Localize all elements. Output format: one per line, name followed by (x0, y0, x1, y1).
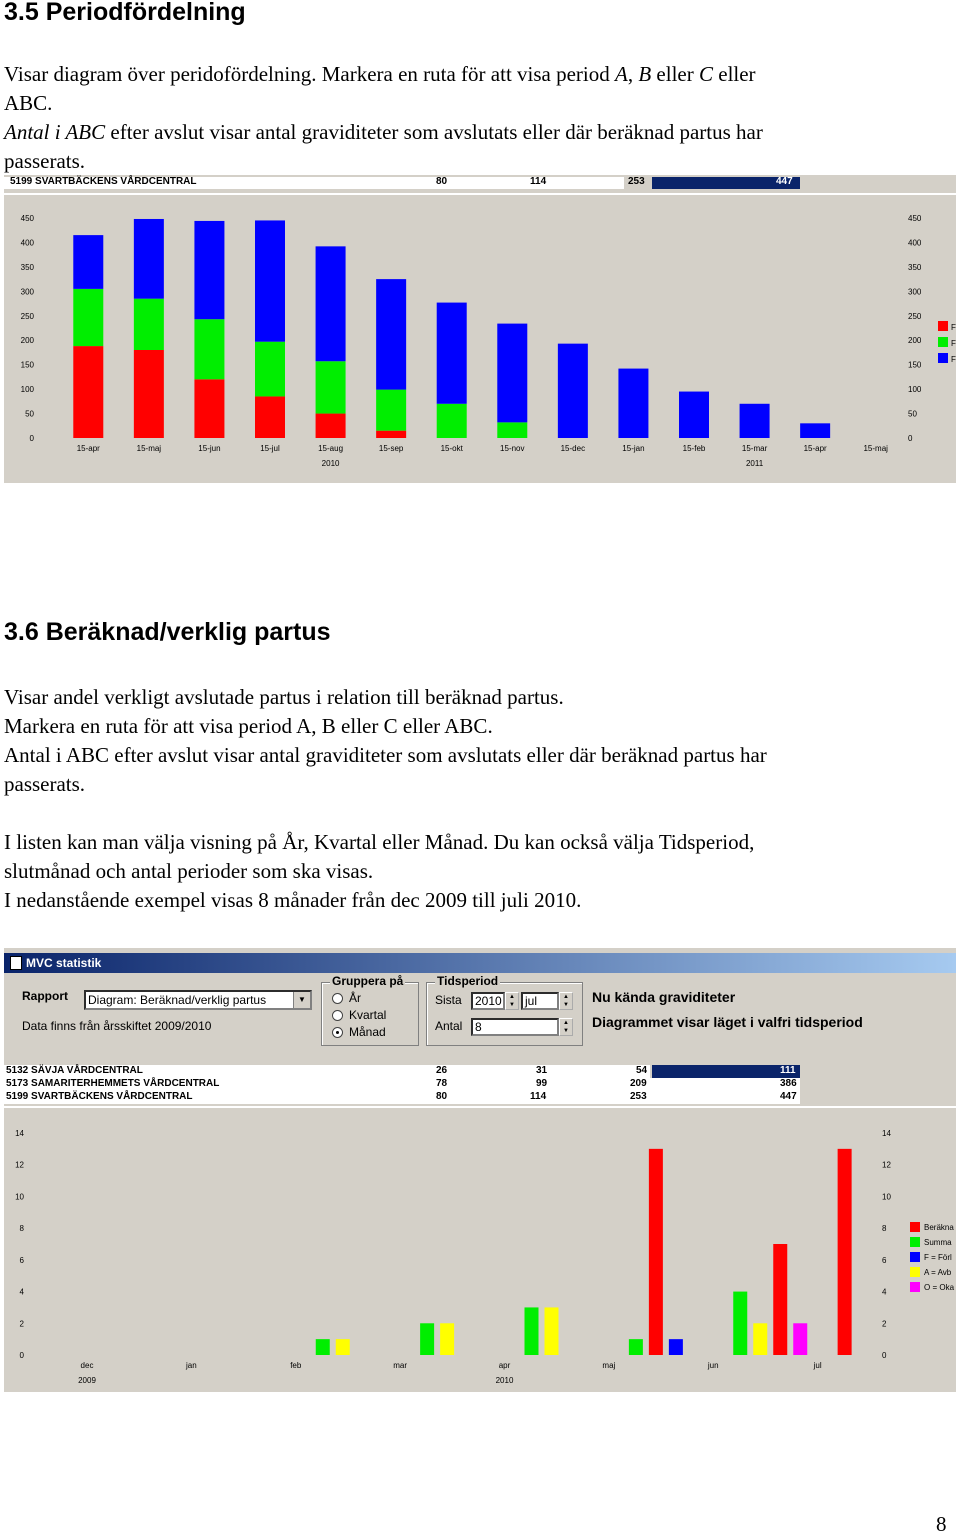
antal-spinner[interactable]: ▲ ▼ (559, 1018, 573, 1036)
y-tick-right: 100 (908, 385, 922, 395)
legend-label: F = Förl (924, 1253, 952, 1262)
x-tick-label: 15-mar (741, 444, 768, 453)
radio-month[interactable] (332, 1027, 343, 1038)
y-tick-left: 450 (20, 214, 34, 223)
y-tick-left: 12 (15, 1160, 24, 1170)
bar-aavb (545, 1307, 559, 1355)
window-title: MVC statistik (26, 956, 102, 970)
bar-segment (497, 324, 527, 423)
section-35-text-line1: Visar diagram över peridofördelning. Markera en ruta för att visa period A, B eller C eller (4, 62, 756, 86)
bar-segment (437, 404, 467, 438)
x-tick-label: 15-apr (76, 444, 100, 453)
chart1-row-c1: 80 (436, 176, 448, 187)
chart1-row-c3: 253 (628, 176, 645, 187)
x-tick-label: 15-nov (500, 444, 525, 453)
x-tick-label: 15-maj (136, 444, 162, 453)
legend-label: F (951, 339, 956, 348)
row-c1: 80 (436, 1091, 448, 1102)
section-35-heading: 3.5 Periodfördelning (4, 0, 246, 26)
legend-label: O = Oka (924, 1283, 955, 1292)
y-tick-left: 0 (29, 434, 34, 443)
info-known-pregnancies: Nu kända graviditeter (592, 989, 736, 1005)
y-tick-left: 300 (20, 287, 34, 297)
rapport-select[interactable] (84, 990, 312, 1010)
y-tick-right: 12 (882, 1160, 891, 1170)
x-tick-label: mar (393, 1361, 408, 1370)
radio-month-label: Månad (349, 1025, 386, 1039)
x-tick-label: 15-maj (863, 444, 888, 453)
section-35-text-line2: ABC. (4, 91, 53, 115)
y-tick-right: 50 (908, 409, 917, 419)
bar-segment (194, 379, 224, 438)
row-c3: 54 (636, 1065, 648, 1076)
year-label: 2010 (321, 459, 340, 468)
bar-segment (376, 431, 406, 438)
y-tick-left: 4 (19, 1287, 24, 1297)
bar-segment (73, 346, 103, 438)
bar-segment (437, 303, 467, 404)
legend-swatch (938, 337, 948, 347)
section-35-text-line3: Antal i ABC efter avslut visar antal graviditeter som avslutats eller där beräknad partus har (4, 120, 763, 144)
row-c4: 447 (780, 1091, 797, 1102)
legend-swatch (910, 1237, 920, 1247)
y-tick-right: 10 (882, 1192, 891, 1202)
bar-segment (255, 342, 285, 397)
bar-segment (194, 319, 224, 379)
legend-label: F (951, 323, 956, 332)
year-label: 2011 (745, 459, 764, 468)
x-tick-label: 15-aug (318, 444, 344, 453)
x-tick-label: jul (813, 1361, 822, 1370)
chart2-row[interactable] (4, 1078, 956, 1091)
y-tick-left: 14 (15, 1129, 24, 1138)
calculated-actual-partus-chart (4, 1108, 956, 1392)
row-c4: 386 (780, 1078, 797, 1089)
bar-ffrl (669, 1339, 683, 1355)
year-spinner[interactable]: ▲ ▼ (505, 992, 519, 1010)
chart2-row[interactable] (4, 1091, 956, 1104)
y-tick-right: 0 (882, 1351, 887, 1360)
y-tick-right: 8 (882, 1224, 887, 1234)
row-name: 5173 SAMARITERHEMMETS VÅRDCENTRAL (6, 1078, 220, 1089)
row-name: 5199 SVARTBÄCKENS VÅRDCENTRAL (6, 1091, 193, 1102)
antal-label: Antal (435, 1019, 463, 1033)
y-tick-right: 150 (908, 360, 922, 370)
bar-aavb (336, 1339, 350, 1355)
data-note: Data finns från årsskiftet 2009/2010 (22, 1019, 212, 1033)
bar-segment (316, 361, 346, 413)
bar-aavb (440, 1323, 454, 1355)
legend-label: Summa (924, 1238, 952, 1247)
page-number: 8 (936, 1512, 947, 1536)
chart2-row[interactable] (4, 1065, 956, 1078)
x-tick-label: dec (80, 1361, 94, 1370)
chart2-summary-table (4, 1064, 956, 1106)
tidsperiod-group (426, 974, 583, 1046)
y-tick-right: 14 (882, 1129, 891, 1138)
y-tick-left: 250 (20, 311, 34, 321)
section-36-heading: 3.6 Beräknad/verklig partus (4, 618, 331, 646)
bar-ooka (793, 1323, 807, 1355)
row-name: 5132 SÄVJA VÅRDCENTRAL (6, 1065, 143, 1076)
y-tick-left: 350 (20, 262, 34, 272)
sista-label: Sista (435, 993, 462, 1007)
app-icon (10, 956, 22, 970)
radio-year[interactable] (332, 993, 343, 1004)
y-tick-left: 200 (20, 336, 34, 346)
y-tick-right: 450 (908, 214, 922, 223)
x-tick-label: 15-apr (803, 444, 827, 453)
legend-label: A = Avb (924, 1268, 952, 1277)
bar-summa (525, 1307, 539, 1355)
x-tick-label: 15-sep (378, 444, 404, 453)
y-tick-left: 2 (19, 1319, 24, 1329)
gruppera-group (321, 974, 419, 1046)
legend-label: F (951, 355, 956, 364)
tidsperiod-title: Tidsperiod (437, 974, 499, 988)
window-titlebar[interactable] (4, 953, 956, 973)
y-tick-right: 0 (908, 434, 913, 443)
sista-month-input[interactable]: jul (521, 992, 559, 1010)
y-tick-right: 6 (882, 1255, 887, 1265)
bar-segment (134, 350, 164, 438)
bar-segment (618, 369, 648, 438)
bar-segment (497, 422, 527, 438)
year-label: 2010 (495, 1376, 514, 1385)
row-c2: 99 (536, 1078, 548, 1089)
bar-summa (629, 1339, 643, 1355)
legend-swatch (910, 1252, 920, 1262)
row-c1: 26 (436, 1065, 448, 1076)
section-36-p1: Visar andel verkligt avslutade partus i relation till beräknad partus. (4, 685, 564, 709)
section-35-text-line4: passerats. (4, 149, 86, 173)
rapport-value: Diagram: Beräknad/verklig partus (88, 993, 267, 1007)
radio-year-label: År (349, 991, 361, 1005)
x-tick-label: jun (707, 1361, 719, 1370)
y-tick-left: 100 (20, 385, 34, 395)
chevron-down-icon[interactable]: ▼ (293, 992, 310, 1008)
bar-summa (420, 1323, 434, 1355)
y-tick-right: 350 (908, 262, 922, 272)
x-tick-label: 15-okt (440, 444, 463, 453)
bar-segment (134, 299, 164, 350)
bar-summa (316, 1339, 330, 1355)
bar-berkna (838, 1149, 852, 1355)
section-36-p5: I listen kan man välja visning på År, Kvartal eller Månad. Du kan också välja Tidsperiod, (4, 830, 755, 854)
chart2-background (4, 1108, 956, 1392)
section-36-p6: slutmånad och antal perioder som ska visas. (4, 859, 374, 883)
bar-segment (73, 289, 103, 346)
legend-swatch (938, 353, 948, 363)
chart1-row-name: 5199 SVARTBÄCKENS VÅRDCENTRAL (10, 176, 197, 187)
y-tick-left: 10 (15, 1192, 24, 1202)
period-distribution-chart (4, 195, 956, 483)
bar-segment (73, 235, 103, 289)
y-tick-left: 6 (19, 1255, 24, 1265)
row-c1: 78 (436, 1078, 448, 1089)
bar-segment (316, 414, 346, 438)
bar-segment (255, 220, 285, 341)
y-tick-left: 8 (19, 1224, 24, 1234)
chart1-row-c4: 447 (776, 176, 793, 187)
y-tick-left: 50 (25, 409, 34, 419)
bar-segment (255, 396, 285, 438)
x-tick-label: feb (290, 1361, 302, 1370)
y-tick-right: 250 (908, 311, 922, 321)
y-tick-right: 400 (908, 238, 922, 248)
sista-year-input[interactable]: 2010 (471, 992, 505, 1010)
bar-segment (194, 221, 224, 319)
y-tick-right: 2 (882, 1319, 887, 1329)
x-tick-label: jan (186, 1361, 197, 1370)
bar-segment (679, 392, 709, 438)
info-diagram-period: Diagrammet visar läget i valfri tidsperiod (592, 1014, 863, 1030)
x-tick-label: apr (498, 1361, 511, 1370)
gruppera-title: Gruppera på (332, 974, 404, 988)
chart1-summary-row[interactable] (4, 175, 956, 193)
x-tick-label: 15-jun (198, 444, 221, 453)
antal-input[interactable]: 8 (471, 1018, 559, 1036)
bar-aavb (753, 1323, 767, 1355)
bar-segment (740, 404, 770, 438)
bar-segment (558, 344, 588, 438)
x-tick-label: 15-jul (260, 444, 280, 453)
y-tick-left: 400 (20, 238, 34, 248)
row-c2: 114 (530, 1091, 547, 1102)
bar-segment (316, 246, 346, 361)
section-36-p4: passerats. (4, 772, 86, 796)
y-tick-right: 4 (882, 1287, 887, 1297)
y-tick-right: 300 (908, 287, 922, 297)
bar-summa (733, 1292, 747, 1355)
legend-swatch (910, 1267, 920, 1277)
bar-segment (134, 219, 164, 299)
bar-berkna (773, 1244, 787, 1355)
bar-segment (376, 279, 406, 389)
x-tick-label: 15-feb (682, 444, 706, 453)
x-tick-label: 15-dec (560, 444, 586, 453)
rapport-label: Rapport (22, 989, 68, 1003)
y-tick-right: 200 (908, 336, 922, 346)
bar-segment (376, 390, 406, 431)
legend-swatch (938, 321, 948, 331)
y-tick-left: 150 (20, 360, 34, 370)
chart1-row-c2: 114 (530, 176, 547, 187)
section-36-p7: I nedanstående exempel visas 8 månader från dec 2009 till juli 2010. (4, 888, 582, 912)
bar-berkna (649, 1149, 663, 1355)
year-label: 2009 (78, 1376, 96, 1385)
y-tick-left: 0 (19, 1351, 24, 1360)
x-tick-label: 15-jan (622, 444, 645, 453)
x-tick-label: maj (602, 1361, 616, 1370)
section-36-p3: Antal i ABC efter avslut visar antal graviditeter som avslutats eller där beräknad partus har (4, 743, 767, 767)
month-spinner[interactable]: ▲ ▼ (559, 992, 573, 1010)
row-c2: 31 (536, 1065, 548, 1076)
legend-swatch (910, 1222, 920, 1232)
radio-quarter-label: Kvartal (349, 1008, 387, 1022)
radio-quarter[interactable] (332, 1010, 343, 1021)
legend-swatch (910, 1282, 920, 1292)
row-c4: 111 (780, 1065, 796, 1076)
bar-segment (800, 423, 830, 438)
row-c3: 209 (630, 1078, 647, 1089)
legend-label: Beräkna (924, 1223, 954, 1232)
row-c3: 253 (630, 1091, 647, 1102)
section-36-p2: Markera en ruta för att visa period A, B eller C eller ABC. (4, 714, 493, 738)
